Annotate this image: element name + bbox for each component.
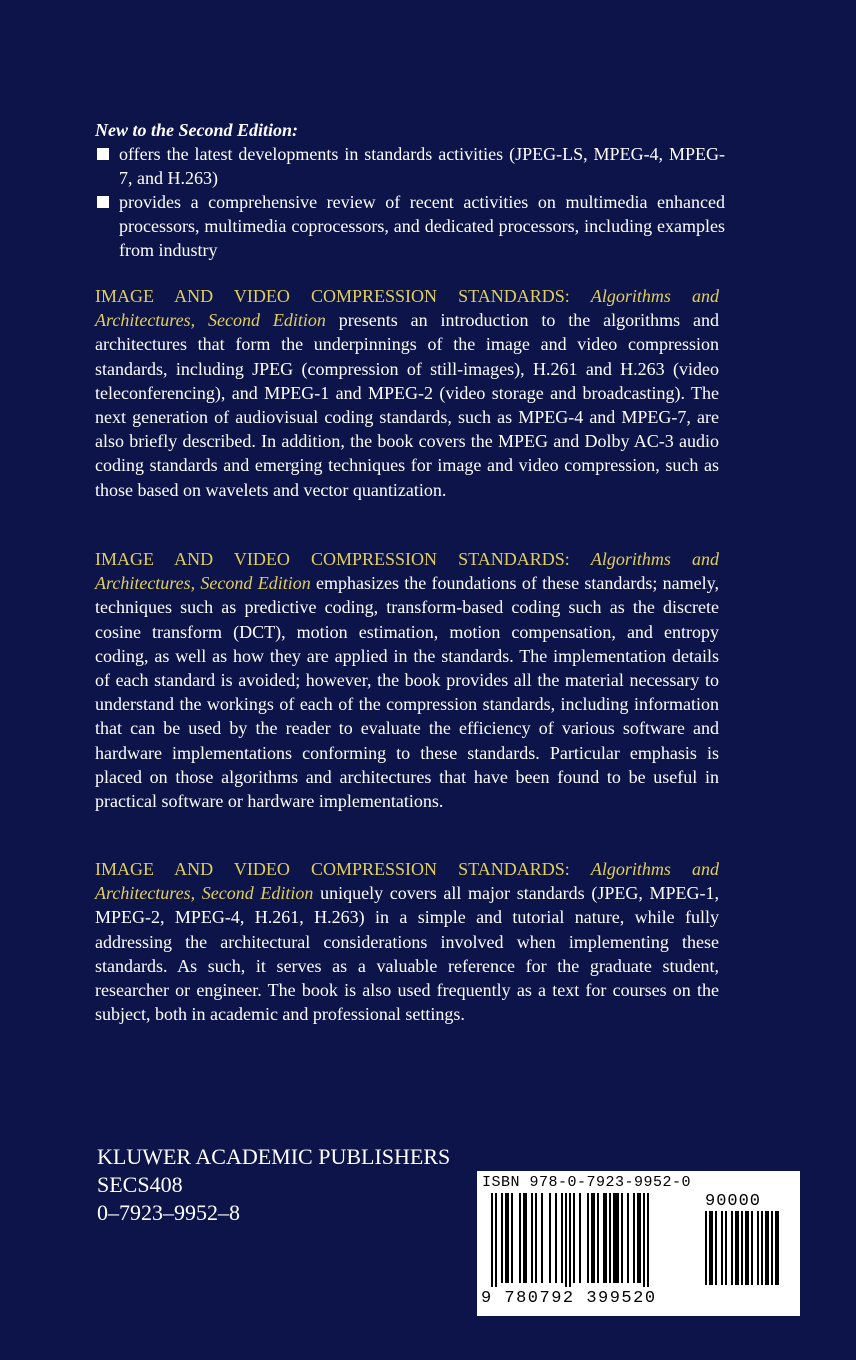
barcode-bar [643, 1193, 645, 1287]
barcode-bar [721, 1211, 723, 1285]
barcode-bar [565, 1193, 567, 1287]
barcode-bar [603, 1193, 607, 1283]
barcode-bar [765, 1211, 769, 1285]
barcode-bar [555, 1193, 557, 1283]
barcode-bar [715, 1211, 717, 1285]
barcode-bar [709, 1211, 713, 1285]
barcode-bar [531, 1193, 533, 1283]
square-bullet-icon [97, 196, 109, 208]
new-edition-section [95, 118, 725, 262]
series-code: SECS408 [97, 1172, 183, 1197]
new-edition-heading: New to the Second Edition: [95, 120, 299, 140]
publisher-name: KLUWER ACADEMIC PUBLISHERS [97, 1144, 451, 1169]
book-title: IMAGE AND VIDEO COMPRESSION STANDARDS: [95, 859, 570, 879]
barcode-bar [501, 1193, 503, 1283]
barcode-bar [647, 1193, 649, 1287]
bullet-text: provides a comprehensive review of recent activities on multimedia enhanced processors, multimedia coprocessors, and dedicated processors, including examples from industry [119, 192, 725, 260]
barcode-bar [587, 1193, 589, 1283]
new-edition-bullet [95, 142, 725, 190]
barcode-bar [725, 1211, 727, 1285]
barcode-bar [609, 1193, 611, 1283]
bullet-text: offers the latest developments in standards activities (JPEG-LS, MPEG-4, MPEG-7, and H.263) [119, 144, 725, 188]
barcode-bar [523, 1193, 527, 1283]
barcode-bar [541, 1193, 543, 1283]
barcode-bar [549, 1193, 551, 1283]
barcode-bar [519, 1193, 521, 1283]
price-code: 90000 [705, 1192, 762, 1211]
description-paragraph-2 [95, 547, 719, 813]
book-title: IMAGE AND VIDEO COMPRESSION STANDARDS: [95, 286, 570, 306]
description-paragraph-1 [95, 284, 719, 502]
square-bullet-icon [97, 148, 109, 160]
barcode-bar [637, 1193, 641, 1283]
isbn-label: ISBN 978-0-7923-9952-0 [482, 1174, 692, 1191]
barcode-bar [621, 1193, 623, 1283]
barcode-label [477, 1171, 800, 1316]
barcode-bar [705, 1211, 707, 1285]
barcode-bar [569, 1193, 571, 1287]
paragraph-text: uniquely covers all major standards (JPEG, MPEG-1, MPEG-2, MPEG-4, H.261, H.263) in a simple and tutorial nature, while fully addressing the architectural considerations involved when implementing these standards. As such, it serves as a valuable reference for the graduate student, researcher or engineer. The book is also used frequently as a text for courses on the subject, both in academic and professional settings. [95, 883, 720, 1025]
barcode-bar [731, 1211, 733, 1285]
barcode-bar [633, 1193, 635, 1283]
publisher-block [97, 1143, 450, 1227]
new-edition-bullet [95, 190, 725, 262]
barcode-bar [495, 1193, 497, 1287]
barcode-bar [745, 1211, 749, 1285]
paragraph-text: emphasizes the foundations of these standards; namely, techniques such as predictive coding, transform-based coding such as the discrete cosine transform (DCT), motion estimation, motion compensation, and entropy coding, as well as how they are applied in the standards. The implementation details of each standard is avoided; however, the book provides all the material necessary to understand the workings of each of the compression standards, including information that can be used by the reader to evaluate the efficiency of various software and hardware implementations conforming to these standards. Particular emphasis is placed on those algorithms and architectures that have been found to be useful in practical software or hardware implementations. [95, 573, 719, 812]
barcode-bar [573, 1193, 575, 1283]
barcode-bar [627, 1193, 629, 1283]
barcode-bar [771, 1211, 773, 1285]
barcode-bar [579, 1193, 581, 1283]
book-title: IMAGE AND VIDEO COMPRESSION STANDARDS: [95, 549, 570, 569]
ean13-barcode-icon [491, 1193, 691, 1287]
barcode-bar [751, 1211, 753, 1285]
barcode-bar [775, 1211, 779, 1285]
book-subtitle: Algorithms and Architectures, Second Edition [95, 859, 719, 904]
barcode-bar [761, 1211, 763, 1285]
isbn-10: 0–7923–9952–8 [97, 1200, 240, 1225]
barcode-bar [757, 1211, 759, 1285]
book-subtitle: Algorithms and Architectures, Second Edition [95, 549, 719, 594]
addon-barcode-icon [705, 1211, 795, 1285]
barcode-bar [535, 1193, 537, 1283]
description-paragraph-3 [95, 857, 719, 1026]
book-subtitle: Algorithms and Architectures, Second Edition [95, 286, 719, 331]
barcode-bar [505, 1193, 509, 1283]
barcode-bar [613, 1193, 619, 1283]
barcode-bar [511, 1193, 513, 1283]
barcode-digits: 9 780792 399520 [481, 1289, 657, 1308]
barcode-bar [491, 1193, 493, 1287]
barcode-bar [597, 1193, 599, 1283]
paragraph-text: presents an introduction to the algorithms and architectures that form the underpinnings of the image and video compression standards, including JPEG (compression of still-images), H.261 and H.263 (video teleconferencing), and MPEG-1 and MPEG-2 (video storage and broadcasting). The next generation of audiovisual coding standards, such as MPEG-4 and MPEG-7, are also briefly described. In addition, the book covers the MPEG and Dolby AC-3 audio coding standards and emerging techniques for image and video compression, such as those based on wavelets and vector quantization. [95, 310, 719, 500]
barcode-bar [591, 1193, 595, 1283]
barcode-bar [561, 1193, 563, 1283]
barcode-bar [735, 1211, 739, 1285]
barcode-bar [741, 1211, 743, 1285]
